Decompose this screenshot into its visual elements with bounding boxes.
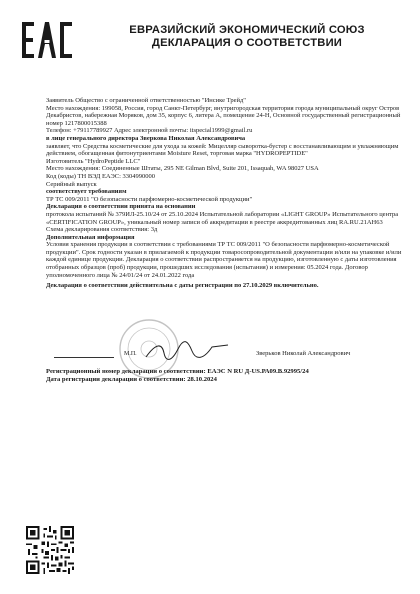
applicant-director: в лице генерального директора Зверкова Николая Александровича (46, 134, 246, 142)
product-declaration: заявляет, что Средства косметические для ухода за кожей: Мицелляр сыворотка-бустер с восстанавливающим и увлажняющим действием, обогащенная фитонутриентами Moisture Reset, торговая марка "HYDROPEPTIDE" (46, 142, 399, 158)
basis-title: Декларация о соответствии принята на основании (46, 203, 196, 211)
additional-info: Условия хранения продукции в соответствии с требованиями ТР ТС 009/2011 "О безопасности парфюмерно-косметической продукции". Срок годности указан в прилагаемой к продукции товаросопроводительной документации и/или на упаковке и/или каждой единице продукции. Декларация о соответствии распространяется на продукцию, изготовленную с даты изготовления отобранных образцов (проб) продукции, прошедших исследования (испытания) и измерения: 05.2024 года. Договор уполномоченного лица № 24/01/24 от 24.01.2022 года (46, 241, 402, 279)
handwritten-signature-icon (142, 339, 232, 363)
additional-info-title: Дополнительная информация (46, 233, 135, 241)
declaration-scheme: Схема декларирования соответствия: 3д (46, 226, 158, 234)
conforms-label: соответствует требованиям (46, 188, 127, 196)
validity-period: Декларация о соответствии действительна с даты регистрации по 27.10.2029 включительно. (46, 282, 319, 290)
applicant-phone: Телефон: +79117789927 Адрес электронной почты: itspecial1999@gmail.ru (46, 127, 253, 135)
registration-date: Дата регистрации декларации о соответствии: 28.10.2024 (46, 376, 217, 383)
signatory-name: Зверьков Николай Александрович (256, 350, 351, 357)
eac-logo-icon (22, 22, 72, 58)
manufacturer: Изготовитель "HydroPeptide LLC" (46, 157, 141, 165)
header-line-declaration: ДЕКЛАРАЦИЯ О СООТВЕТСТВИИ (151, 37, 343, 49)
qr-code-icon (26, 526, 74, 574)
signature-line (54, 357, 114, 358)
hs-code: Код (коды) ТН ВЭД ЕАЭС: 3304990000 (46, 172, 156, 180)
manufacturer-location: Место нахождения: Соединенные Штаты, 295 NE Gilman Blvd, Suite 201, Issaquah, WA 98027 USA (46, 165, 319, 173)
basis-protocol: протокола испытаний № 379ИЛ-25.10/24 от 25.10.2024 Испытательной лаборатории «LIGHT GROUP» Испытательного центра «CERTIFICATION GROUP», уникальный номер записи об аккредитации в реестре аккредитованных лиц RA.RU.21AH63 (46, 210, 399, 226)
registration-block (46, 368, 406, 384)
stamp-place-label: М.П. (124, 351, 137, 357)
signature-row (46, 349, 406, 365)
declaration-body (46, 97, 406, 290)
document-header (92, 24, 402, 50)
registration-number: Регистрационный номер декларации о соответствии: ЕАЭС N RU Д-US.РА09.В.92995/24 (46, 368, 309, 375)
applicant: Заявитель Общество с ограниченной ответственностью "Инсике Трейд" (46, 97, 246, 104)
header-line-union: ЕВРАЗИЙСКИЙ ЭКОНОМИЧЕСКИЙ СОЮЗ (129, 24, 365, 36)
serial-production: Серийный выпуск (46, 180, 97, 188)
applicant-location: Место нахождения: 199058, Россия, город Санкт-Петербург, внутригородская территория города муниципальный округ Остров Декабристов, набережная Моряков, дом 35, корпус 6, литера А, помещение 24-Н, Основной государственный регистрационный номер 1217800015388 (46, 104, 401, 127)
technical-regulation: ТР ТС 009/2011 "О безопасности парфюмерно-косметической продукции" (46, 195, 253, 203)
